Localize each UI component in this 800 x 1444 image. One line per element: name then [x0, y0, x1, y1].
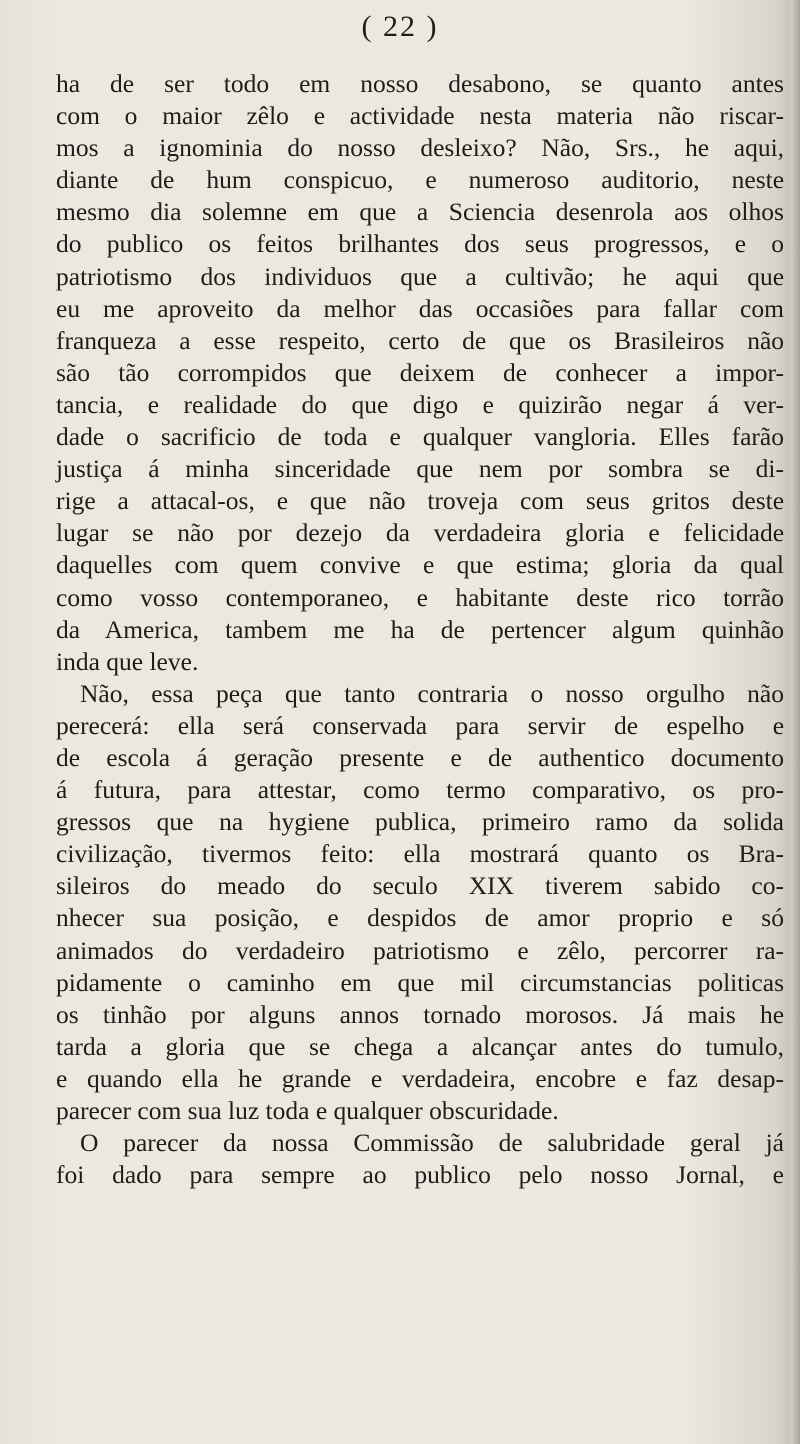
text-line: á futura, para attestar, como termo comparativo, os pro- [56, 775, 784, 805]
text-line: lugar se não por dezejo da verdadeira gloria e felicidade [56, 518, 785, 548]
text-line: perecerá: ella será conservada para servir de espelho e [56, 710, 785, 740]
text-line: Não, essa peça que tanto contraria o nosso orgulho não [80, 678, 785, 708]
text-line: os tinhão por alguns annos tornado morosos. Já mais he [56, 999, 785, 1029]
text-line: tarda a gloria que se chega a alcançar antes do tumulo, [56, 1031, 784, 1061]
text-line: daquelles com quem convive e que estima; gloria da qual [56, 550, 785, 580]
text-line: foi dado para sempre ao publico pelo nosso Jornal, e [56, 1160, 784, 1190]
text-line: gressos que na hygiene publica, primeiro ramo da solida [56, 807, 784, 837]
text-line: patriotismo dos individuos que a cultivão; he aqui que [56, 261, 785, 291]
text-line: mesmo dia solemne em que a Sciencia desenrola aos olhos [56, 197, 784, 227]
text-line: inda que leve. [56, 646, 199, 676]
text-line: como vosso contemporaneo, e habitante deste rico torrão [56, 582, 784, 612]
text-line: tancia, e realidade do que digo e quizirão negar á ver- [56, 389, 784, 419]
text-line: animados do verdadeiro patriotismo e zêlo, percorrer ra- [56, 935, 785, 965]
text-line: nhecer sua posição, e despidos de amor proprio e só [56, 903, 784, 933]
text-line: diante de hum conspicuo, e numeroso auditorio, neste [56, 165, 785, 195]
body-text [56, 68, 796, 1191]
text-line: eu me aproveito da melhor das occasiões para fallar com [56, 293, 784, 323]
text-line: de escola á geração presente e de authentico documento [56, 742, 785, 772]
text-line: e quando ella he grande e verdadeira, encobre e faz desap- [56, 1063, 784, 1093]
text-line: civilização, tivermos feito: ella mostrará quanto os Bra- [56, 839, 784, 869]
text-line: O parecer da nossa Commissão de salubridade geral já [80, 1128, 784, 1158]
text-line: pidamente o caminho em que mil circumstancias politicas [56, 967, 784, 997]
text-line: parecer com sua luz toda e qualquer obscuridade. [56, 1096, 559, 1125]
text-line: sileiros do meado do seculo XIX tiverem sabido co- [56, 871, 784, 901]
text-line: franqueza a esse respeito, certo de que os Brasileiros não [56, 325, 785, 355]
text-line: do publico os feitos brilhantes dos seus progressos, e o [56, 229, 785, 259]
text-line: justiça á minha sinceridade que nem por sombra se di- [56, 454, 784, 484]
text-line: ha de ser todo em nosso desabono, se quanto antes [56, 69, 784, 98]
text-line: com o maior zêlo e actividade nesta materia não riscar- [56, 101, 784, 131]
text-line: dade o sacrificio de toda e qualquer vangloria. Elles farão [56, 422, 784, 452]
text-line: são tão corrompidos que deixem de conhecer a impor- [56, 357, 785, 387]
text-line: mos a ignominia do nosso desleixo? Não, Srs., he aqui, [56, 133, 785, 163]
page-number: ( 22 ) [361, 10, 439, 43]
text-line: da America, tambem me ha de pertencer algum quinhão [56, 614, 784, 644]
text-line: rige a attacal-os, e que não troveja com seus gritos deste [56, 486, 785, 516]
